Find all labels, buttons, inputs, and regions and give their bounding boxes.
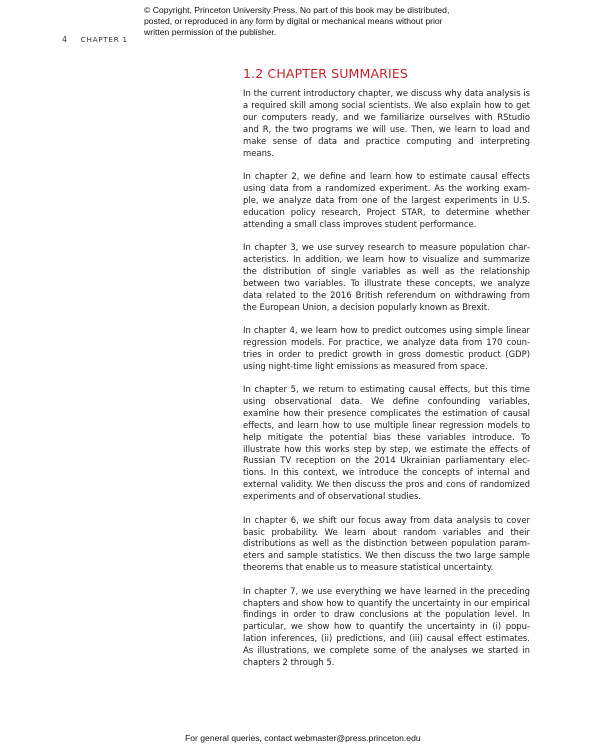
paragraph-chapter-6: In chapter 6, we shift our focus away from data analysis to cover basic probability. We learn about random variables and their distributions as well as the distinction between population parameters and sample statistics. We then discuss the two large sample theorems that enable us to measure statistical uncertainty. [243, 514, 530, 573]
paragraph-chapter-2: In chapter 2, we define and learn how to estimate causal effects using data from a randomized experiment. As the working example, we analyze data from one of the largest experiments in U.S. education policy research, Project STAR, to determine whether attending a small class improves student performance. [243, 170, 530, 229]
section-title: 1.2 CHAPTER SUMMARIES [243, 66, 408, 81]
paragraph-chapter-5: In chapter 5, we return to estimating causal effects, but this time using observational data. We define confounding variables, examine how their presence complicates the estimation of causal effects, and learn how to use multiple linear regression models to help mitigate the potential bias these variables introduce. To illustrate how this works step by step, we estimate the effects of Russian TV reception on the 2014 Ukrainian parliamentary elections. In this context, we introduce the concepts of internal and external validity. We then discuss the pros and cons of randomized experiments and of observational studies. [243, 384, 530, 502]
page-number: 4 [62, 35, 68, 44]
running-head [62, 35, 128, 44]
footer-contact: For general queries, contact webmaster@press.princeton.edu [185, 733, 421, 743]
chapter-summaries-section [243, 66, 530, 680]
copyright-notice: © Copyright, Princeton University Press. No part of this book may be distributed, posted, or reproduced in any form by digital or mechanical means without prior written permission of the publisher. [144, 5, 450, 37]
paragraph-chapter-7: In chapter 7, we use everything we have learned in the preceding chapters and show how to quantify the uncertainty in our empirical findings in order to draw conclusions at the population level. In particular, we show how to quantify the uncertainty in (i) population inferences, (ii) predictions, and (iii) causal effect estimates. As illustrations, we complete some of the analyses we started in chapters 2 through 5. [243, 585, 530, 668]
paragraph-introduction: In the current introductory chapter, we discuss why data analysis is a required skill among social scientists. We also explain how to get our computers ready, and we familiarize ourselves with RStudio and R, the two programs we will use. Then, we learn to load and make sense of data and practice computing and interpreting means. [243, 88, 530, 158]
paragraph-chapter-4: In chapter 4, we learn how to predict outcomes using simple linear regression models. For practice, we analyze data from 170 countries in order to predict growth in gross domestic product (GDP) using night-time light emissions as measured from space. [243, 324, 530, 371]
paragraph-chapter-3: In chapter 3, we use survey research to measure population characteristics. In addition, we learn how to visualize and summarize the distribution of single variables as well as the relationship between two variables. To illustrate these concepts, we analyze data related to the 2016 British referendum on withdrawing from the European Union, a decision popularly known as Brexit. [243, 241, 530, 312]
chapter-label: CHAPTER 1 [80, 35, 128, 44]
